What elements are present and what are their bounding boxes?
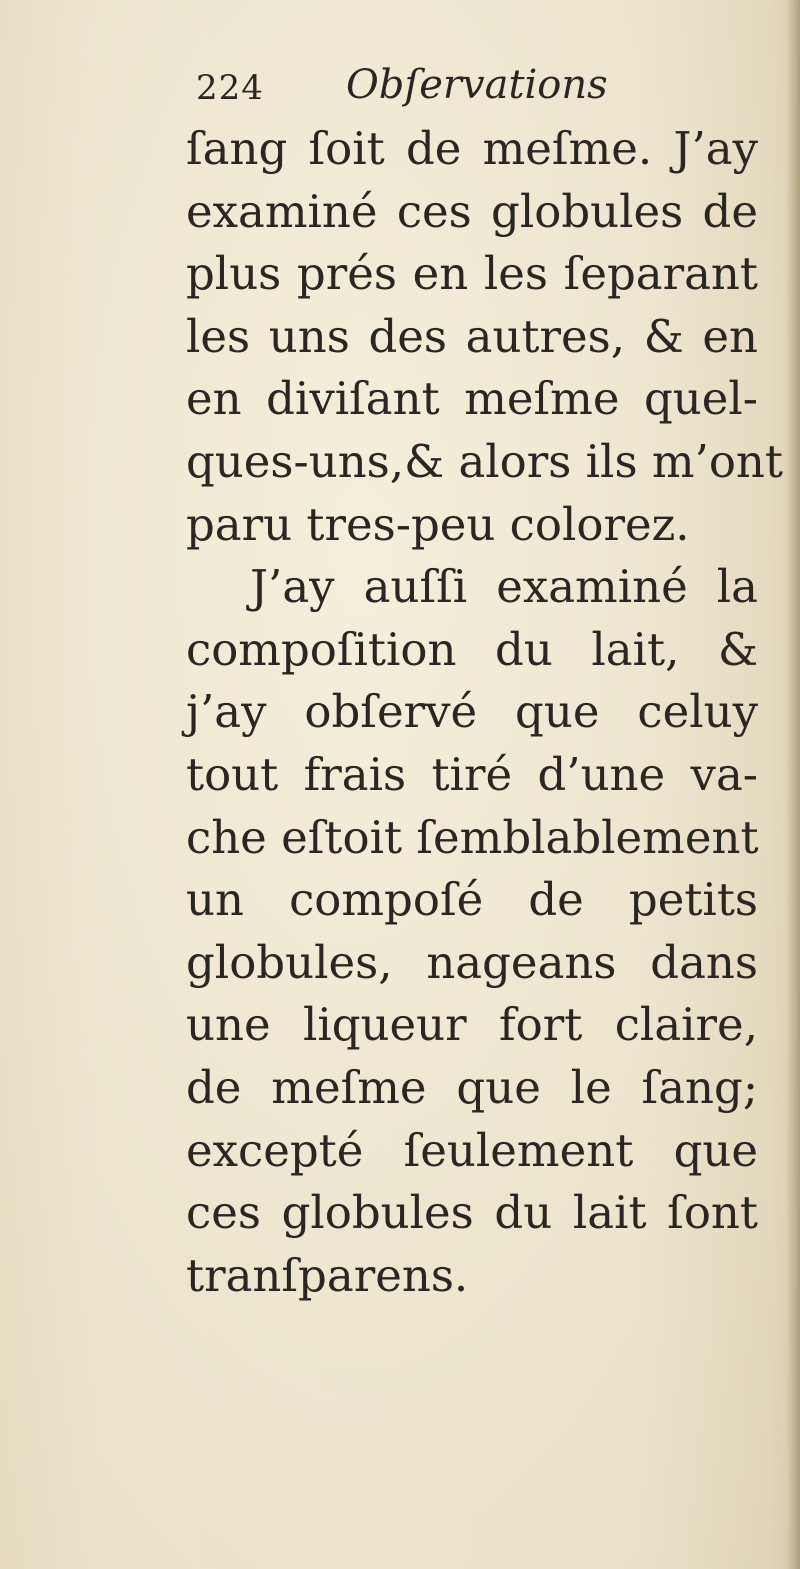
text-line: de meſme que le ſang; <box>186 1060 758 1114</box>
text-line: plus prés en les ſeparant <box>186 247 758 301</box>
running-title: Obſervations <box>346 62 608 108</box>
text-line: globules, nageans dans <box>186 935 758 989</box>
text-line: une liqueur fort claire, <box>186 998 758 1052</box>
text-line: che eſtoit ſemblablement <box>186 810 759 864</box>
text-line: paru tres-peu colorez. <box>186 497 690 551</box>
page-edge-shadow <box>786 0 800 1569</box>
text-line: en diviſant meſme quel- <box>186 372 758 426</box>
body-text <box>186 118 783 1307</box>
text-line: tranſparens. <box>186 1248 469 1302</box>
text-line: excepté ſeulement que <box>186 1123 758 1177</box>
text-line: compoſition du lait, & <box>186 622 758 676</box>
page-header <box>196 62 756 112</box>
text-line: un compoſé de petits <box>186 873 758 927</box>
text-line: ques-uns,& alors ils m’ont <box>186 434 783 488</box>
text-line: les uns des autres, & en <box>186 309 758 363</box>
text-line: ſang ſoit de meſme. J’ay <box>186 122 758 175</box>
page-number: 224 <box>196 68 264 108</box>
text-line: tout frais tiré d’une va- <box>186 747 758 801</box>
text-line: ces globules du lait ſont <box>186 1186 758 1240</box>
text-line: examiné ces globules de <box>186 184 758 238</box>
text-line: j’ay obſervé que celuy <box>186 685 758 739</box>
paragraph-start-line: J’ay auſſi examiné la <box>250 560 758 614</box>
